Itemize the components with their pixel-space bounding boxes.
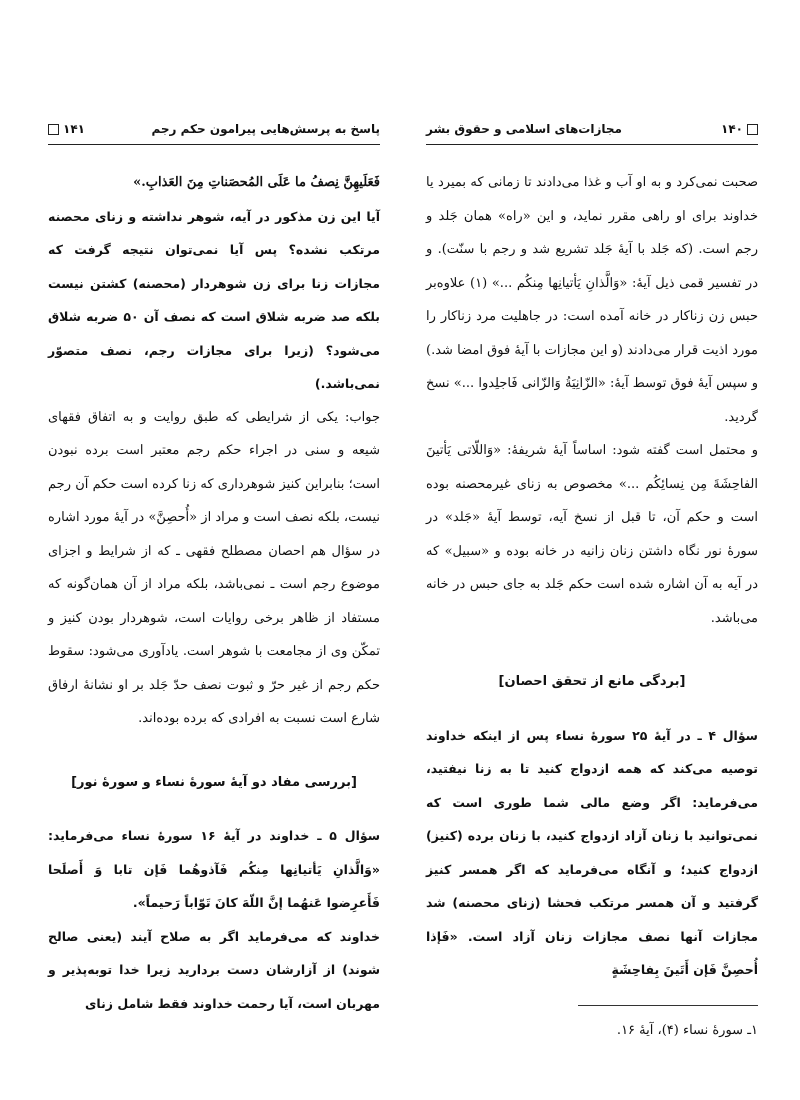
left-page xyxy=(48,118,380,1078)
left-running-title: پاسخ به پرسش‌هایی پیرامون حکم رجم xyxy=(151,122,380,136)
section-heading-left: [بررسی مفاد دو آیهٔ سورهٔ نساء و سورهٔ نور] xyxy=(71,774,357,790)
closing-paragraph: خداوند که می‌فرماید اگر به صلاح آیند (یعنی صالح شوند) از آزارشان دست بردارید زیرا خدا توبه‌پذیر و مهربان است، آیا رحمت خداوند فقط شامل زنای xyxy=(48,928,380,1011)
section-heading-right: [بردگی مانع از تحقق احصان] xyxy=(498,674,686,689)
question-5: سؤال ۵ ـ خداوند در آیهٔ ۱۶ سورهٔ نساء می‌فرماید: «وَالَّذانِ یَأتیانِها مِنکُم فَآذوهُما فَإن تابا وَ أَصلَحا فَأَعرِضوا عَنهُما إنَّ اللّهَ کانَ تَوّاباً رَحیماً». xyxy=(48,828,380,910)
square-icon xyxy=(48,124,59,135)
left-page-number: ۱۴۱ xyxy=(63,122,85,136)
answer-paragraph: جواب: یکی از شرایطی که طبق روایت و به اتفاق فقهای شیعه و سنی در اجراء حکم رجم معتبر است برده نبودن است؛ بنابراین کنیز شوهرداری که زنا کرده است حکم آن رجم نیست، بلکه نصف است و مراد از «أُحصِنَّ» در آیهٔ مورد اشاره در سؤال هم احصان مصطلح فقهی ـ که از شرایط و اجزای موضوع رجم است ـ نمی‌باشد، بلکه مراد از آن همان‌گونه که مستفاد از ظاهر برخی روایات است، شوهردار بودن کنیز و تمکّن وی از مجامعت با شوهر است. یادآوری می‌شود: سقوط حکم رجم از غیر حرّ و ثبوت نصف حدّ جَلد بر او نشانهٔ ارفاق شارع است نسبت به افرادی که برده بوده‌اند. xyxy=(48,409,380,726)
footnote-divider xyxy=(578,1005,758,1006)
paragraph-2: و محتمل است گفته شود: اساساً آیهٔ شریفهٔ: «وَاللّاتی یَأتینَ الفاحِشَةَ مِن نِسائِکُم ...» مخصوص به زنای غیرمحصنه بوده است و حکم آن، تا قبل از نسخ آیه، توسط آیهٔ «جَلد» در سورهٔ نور نگاه داشتن زنان زانیه در خانه بوده و «سبیل» که در آیه به آن اشاره شده است حکم جَلد به جای حبس در خانه می‌باشد. xyxy=(426,443,758,626)
right-running-head xyxy=(426,118,758,145)
right-page-number-group xyxy=(721,122,758,136)
right-running-title: مجازات‌های اسلامی و حقوق بشر xyxy=(426,122,622,136)
footnote: ۱ـ سورهٔ نساء (۴)، آیهٔ ۱۶. xyxy=(616,1022,758,1038)
question-continuation: آیا این زن مذکور در آیه، شوهر نداشته و زنای محصنه مرتکب نشده؟ پس آیا نمی‌توان نتیجه گرفت که مجازات زنا برای زن شوهردار (محصنه) کشتن نیست بلکه صد ضربه شلاق است که نصف آن ۵۰ ضربه شلاق می‌شود؟ (زیرا برای مجازات رجم، نصف متصوّر نمی‌باشد.) xyxy=(48,208,380,391)
left-body xyxy=(48,166,380,1020)
right-page-number: ۱۴۰ xyxy=(721,122,743,136)
paragraph-1: صحبت نمی‌کرد و به او آب و غذا می‌دادند تا زمانی که بمیرد یا خداوند برای او راهی مقرر نماید، و این «راه» همان جَلد و رجم است. (که جَلد با آیهٔ جَلد تشریع شد و رجم با سنّت). و در تفسیر قمی ذیل آیهٔ: «وَالَّذانِ یَأتیانِها مِنکُم ...» (۱) علاوه‌بر حبس زن زناکار در خانه آمده است: در جاهلیت مرد زناکار را مورد اذیت قرار می‌دادند (و این مجازات با آیهٔ فوق امضا شد.) و سپس آیهٔ فوق توسط آیهٔ: «الزّانِیَةُ وَالزّانی فَاجلِدوا ...» نسخ گردید. xyxy=(426,175,759,425)
left-page-number-group xyxy=(48,122,85,136)
right-page xyxy=(426,118,758,1078)
left-running-head xyxy=(48,118,380,145)
square-icon xyxy=(747,124,758,135)
right-body xyxy=(426,166,758,1047)
question-4: سؤال ۴ ـ در آیهٔ ۲۵ سورهٔ نساء پس از اینکه خداوند توصیه می‌کند که همه ازدواج کنید تا به زنا نیفتید، می‌فرماید: اگر وضع مالی شما طوری است که نمی‌توانید با زنان آزاد ازدواج کنید، با زنان برده (کنیز) ازدواج کنید؛ و آنگاه می‌فرماید که اگر همسر کنیز گرفتید و آن همسر مرتکب فحشا (زنای محصنه) شد مجازات آنها نصف مجازات زنان آزاد است. «فَإذا أُحصِنَّ فَإن أَتَینَ بِفاحِشَةٍ xyxy=(426,727,758,977)
verse-line: فَعَلَیهِنَّ نِصفُ ما عَلَی المُحصَناتِ مِنَ العَذابِ.» xyxy=(133,175,380,190)
